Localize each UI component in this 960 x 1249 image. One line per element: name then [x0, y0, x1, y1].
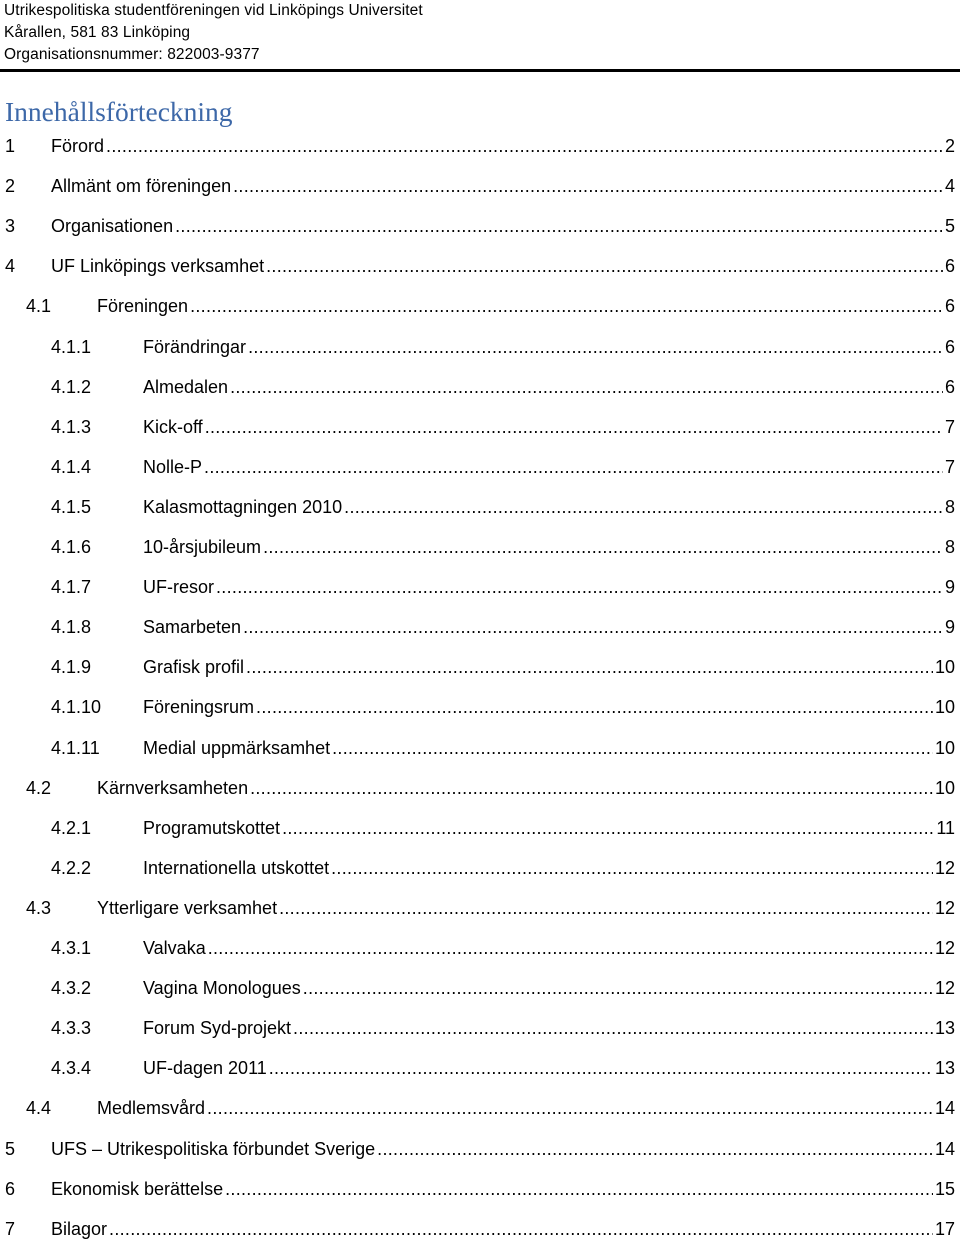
toc-entry-number: 4.1.1	[51, 336, 92, 357]
toc-entry-page-number[interactable]: 7	[944, 456, 955, 477]
header-organisation-name: Utrikespolitiska studentföreningen vid Linköpings Universitet	[4, 2, 423, 19]
toc-entry[interactable]	[0, 567, 955, 607]
toc-dot-leader	[205, 407, 943, 447]
toc-entry-number: 1	[5, 136, 16, 156]
toc-entry-number: 4.1.3	[51, 416, 92, 437]
toc-entry-page-number[interactable]: 10	[934, 697, 955, 718]
toc-entry-title[interactable]: Ytterligare verksamhet	[97, 897, 278, 918]
toc-entry-title[interactable]: Vagina Monologues	[143, 978, 301, 999]
toc-entry-number: 4.1.6	[51, 537, 92, 557]
toc-entry[interactable]	[0, 768, 955, 808]
toc-entry-body	[51, 126, 955, 166]
toc-entry[interactable]	[0, 928, 955, 968]
toc-dot-leader	[344, 487, 943, 527]
toc-entry-number: 4.1.5	[51, 496, 92, 517]
toc-entry-number: 4.1.8	[51, 617, 92, 638]
toc-heading: Innehållsförteckning	[5, 96, 233, 127]
toc-entry-body	[51, 166, 955, 206]
toc-entry-page-number[interactable]: 8	[944, 496, 955, 517]
toc-entry-title[interactable]: UFS – Utrikespolitiska förbundet Sverige	[51, 1138, 376, 1159]
toc-entry-page-number[interactable]: 14	[934, 1138, 955, 1159]
toc-entry-body	[143, 567, 955, 607]
toc-dot-leader	[233, 166, 943, 206]
toc-entry-number: 4.2.1	[51, 817, 92, 838]
toc-entry-page-number[interactable]: 10	[934, 657, 955, 678]
toc-entry-page-number[interactable]: 12	[934, 978, 955, 999]
toc-entry-page-number[interactable]: 6	[944, 296, 955, 317]
document-header	[4, 0, 960, 66]
toc-entry-body	[97, 286, 955, 326]
toc-entry-body	[143, 487, 955, 527]
toc-entry[interactable]	[0, 327, 955, 367]
toc-dot-leader	[279, 888, 933, 928]
toc-dot-leader	[190, 286, 943, 326]
toc-dot-leader	[175, 206, 943, 246]
toc-entry-body	[51, 1209, 955, 1249]
toc-entry[interactable]	[0, 888, 955, 928]
toc-dot-leader	[263, 527, 943, 567]
toc-entry-page-number[interactable]: 6	[944, 336, 955, 357]
toc-entry-number: 4.4	[26, 1098, 52, 1119]
toc-entry-title[interactable]: Kärnverksamheten	[97, 777, 249, 798]
toc-entry-title[interactable]: Kick-off	[143, 416, 203, 437]
toc-dot-leader	[106, 126, 943, 166]
toc-dot-leader	[332, 728, 933, 768]
toc-entry-title[interactable]: Nolle-P	[143, 456, 203, 477]
toc-entry-title[interactable]: Ekonomisk berättelse	[51, 1178, 224, 1199]
toc-entry-title[interactable]: Kalasmottagningen 2010	[143, 496, 343, 517]
toc-dot-leader	[269, 1048, 933, 1088]
toc-entry-page-number[interactable]: 5	[944, 216, 955, 237]
toc-entry-number: 4.1.9	[51, 657, 92, 678]
toc-entry-body	[51, 1169, 955, 1209]
toc-entry-page-number[interactable]: 7	[944, 416, 955, 437]
toc-entry[interactable]	[0, 1048, 955, 1088]
toc-entry-title[interactable]: Almedalen	[143, 376, 229, 397]
toc-entry-page-number[interactable]: 4	[944, 176, 955, 197]
toc-entry-number: 4.3	[26, 897, 52, 918]
toc-entry[interactable]	[0, 808, 955, 848]
toc-entry-body	[143, 447, 955, 487]
toc-entry[interactable]	[0, 407, 955, 447]
toc-entry-number: 4.1.2	[51, 376, 92, 397]
toc-entry-title[interactable]: Samarbeten	[143, 617, 242, 638]
header-org-number: Organisationsnummer: 822003-9377	[4, 46, 260, 63]
toc-entry[interactable]	[0, 166, 955, 206]
toc-entry-title[interactable]: Forum Syd-projekt	[143, 1018, 292, 1039]
toc-entry-number: 5	[5, 1138, 16, 1159]
toc-entry-number: 7	[5, 1218, 16, 1239]
toc-entry-body	[51, 1129, 955, 1169]
toc-dot-leader	[293, 1008, 933, 1048]
toc-entry-body	[143, 527, 955, 567]
toc-entry-title[interactable]: Grafisk profil	[143, 657, 245, 678]
toc-entry-number: 6	[5, 1178, 16, 1199]
toc-entry[interactable]	[0, 1088, 955, 1128]
header-rule	[0, 69, 960, 72]
toc-dot-leader	[207, 1088, 933, 1128]
toc-entry-number: 4.1.7	[51, 577, 92, 598]
toc-entry[interactable]	[0, 647, 955, 687]
toc-entry-body	[143, 808, 955, 848]
toc-dot-leader	[246, 647, 933, 687]
toc-entry-number: 4.1.11	[51, 737, 100, 758]
toc-entry-page-number[interactable]: 13	[934, 1018, 955, 1039]
toc-dot-leader	[225, 1169, 933, 1209]
toc-entry-title[interactable]: UF Linköpings verksamhet	[51, 256, 265, 277]
toc-dot-leader	[208, 928, 933, 968]
toc-entry[interactable]	[0, 206, 955, 246]
toc-entry-body	[143, 848, 955, 888]
toc-entry-body	[143, 728, 955, 768]
toc-dot-leader	[266, 246, 943, 286]
toc-entry[interactable]	[0, 607, 955, 647]
toc-entry-page-number[interactable]: 6	[944, 376, 955, 397]
toc-dot-leader	[282, 808, 934, 848]
toc-entry-body	[143, 367, 955, 407]
toc-dot-leader	[204, 447, 943, 487]
toc-entry-title[interactable]: Valvaka	[143, 938, 206, 958]
toc-entry[interactable]	[0, 126, 955, 166]
toc-dot-leader	[109, 1209, 933, 1249]
toc-entry-number: 3	[5, 216, 16, 237]
toc-entry-title[interactable]: Föreningen	[97, 296, 189, 317]
toc-entry-page-number[interactable]: 6	[944, 256, 955, 277]
toc-entry-body	[143, 327, 955, 367]
toc-entry[interactable]	[0, 447, 955, 487]
toc-entry-number: 4.3.4	[51, 1058, 92, 1079]
toc-dot-leader	[256, 687, 933, 727]
toc-entry-page-number[interactable]: 12	[934, 897, 955, 918]
toc-entry-title[interactable]: Medial uppmärksamhet	[143, 737, 331, 758]
toc-entry[interactable]	[0, 367, 955, 407]
toc-entry-page-number[interactable]: 12	[934, 938, 955, 958]
toc-entry-page-number[interactable]: 14	[934, 1098, 955, 1119]
toc-entry-body	[143, 407, 955, 447]
toc-dot-leader	[216, 567, 943, 607]
toc-entry-title[interactable]: Förord	[51, 136, 105, 156]
toc-entry-number: 4.1.4	[51, 456, 92, 477]
toc-entry[interactable]	[0, 848, 955, 888]
toc-entry-number: 4.2.2	[51, 857, 92, 878]
toc-entry[interactable]	[0, 728, 955, 768]
toc-dot-leader	[331, 848, 933, 888]
toc-dot-leader	[303, 968, 933, 1008]
toc-entry-page-number[interactable]: 17	[934, 1218, 955, 1239]
toc-entry-page-number[interactable]: 10	[934, 777, 955, 798]
toc-entry-title[interactable]: Förändringar	[143, 336, 247, 357]
toc-entry-page-number[interactable]: 8	[944, 537, 955, 557]
toc-entry-body	[143, 647, 955, 687]
toc-entry[interactable]	[0, 286, 955, 326]
toc-entry-body	[97, 888, 955, 928]
toc-entry-body	[143, 968, 955, 1008]
toc-entry-page-number[interactable]: 2	[944, 136, 955, 156]
toc-entry[interactable]	[0, 527, 955, 567]
toc-entry-number: 4.3.2	[51, 978, 92, 999]
toc-entry[interactable]	[0, 1008, 955, 1048]
toc-entry-page-number[interactable]: 9	[944, 617, 955, 638]
toc-entry-title[interactable]: Medlemsvård	[97, 1098, 206, 1119]
toc-entry-number: 4.1.10	[51, 697, 102, 718]
toc-entry-body	[143, 928, 955, 968]
toc-dot-leader	[230, 367, 943, 407]
toc-entry-body	[51, 246, 955, 286]
toc-entry[interactable]	[0, 487, 955, 527]
header-address: Kårallen, 581 83 Linköping	[4, 24, 191, 41]
toc-entry-title[interactable]: Programutskottet	[143, 817, 281, 838]
toc-entry-title[interactable]: 10-årsjubileum	[143, 537, 262, 557]
toc-entry-title[interactable]: Bilagor	[51, 1218, 108, 1239]
toc-entry-page-number[interactable]: 10	[934, 737, 955, 758]
toc-entry-body	[143, 1048, 955, 1088]
toc-entry[interactable]	[0, 968, 955, 1008]
toc-entry-body	[143, 1008, 955, 1048]
toc-dot-leader	[377, 1129, 933, 1169]
toc-entry-body	[143, 607, 955, 647]
toc-entry-number: 4	[5, 256, 16, 277]
toc-entry-body	[143, 687, 955, 727]
toc-entry-number: 4.2	[26, 777, 52, 798]
toc-entry-title[interactable]: UF-resor	[143, 577, 214, 598]
toc-entry[interactable]	[0, 1129, 955, 1169]
toc-entry[interactable]	[0, 1209, 955, 1249]
toc-entry-number: 4.1	[26, 296, 52, 317]
toc-dot-leader	[248, 327, 943, 367]
toc-entry[interactable]	[0, 246, 955, 286]
toc-entry-number: 4.3.3	[51, 1018, 92, 1039]
toc-entry-title[interactable]: UF-dagen 2011	[143, 1058, 267, 1079]
toc-entry-page-number[interactable]: 9	[944, 577, 955, 598]
toc-entry-number: 4.3.1	[51, 938, 92, 958]
toc-entry[interactable]	[0, 687, 955, 727]
toc-entry-body	[97, 1088, 955, 1128]
toc-entry[interactable]	[0, 1169, 955, 1209]
toc-entry-title[interactable]: Föreningsrum	[143, 697, 255, 718]
toc-entry-page-number[interactable]: 12	[934, 857, 955, 878]
toc-dot-leader	[243, 607, 943, 647]
toc-dot-leader	[250, 768, 933, 808]
toc-entry-number: 2	[5, 176, 16, 197]
toc-entry-title[interactable]: Allmänt om föreningen	[51, 176, 232, 197]
toc-entry-page-number[interactable]: 11	[936, 817, 955, 838]
toc-entry-title[interactable]: Internationella utskottet	[143, 857, 330, 878]
toc-entry-body	[51, 206, 955, 246]
toc-entry-page-number[interactable]: 13	[934, 1058, 955, 1079]
toc-entry-title[interactable]: Organisationen	[51, 216, 174, 237]
toc-entry-page-number[interactable]: 15	[934, 1178, 955, 1199]
toc-entry-body	[97, 768, 955, 808]
